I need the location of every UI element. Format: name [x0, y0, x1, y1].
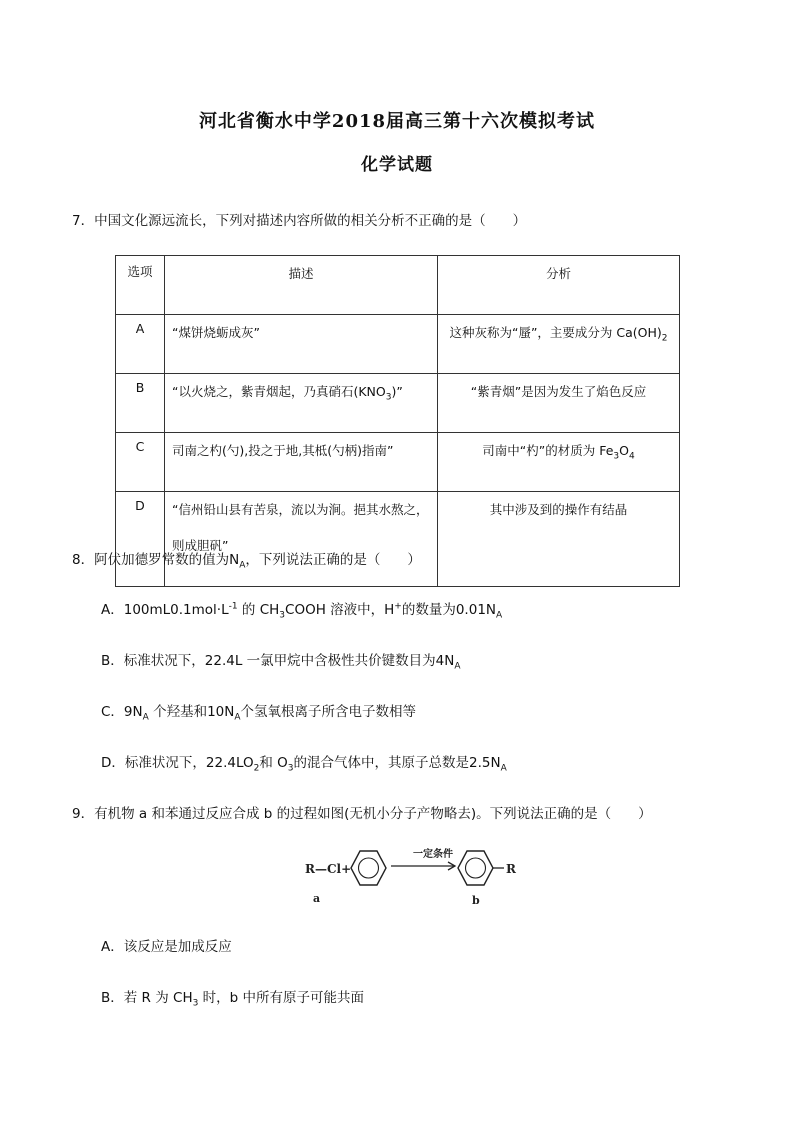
row-analysis: 其中涉及到的操作有结晶: [438, 492, 680, 587]
table-row: [116, 433, 680, 492]
row-description: “煤饼烧蛎成灰”: [165, 315, 438, 374]
table-row: [116, 315, 680, 374]
question-7-stem: 7．中国文化源远流长，下列对描述内容所做的相关分析不正确的是（ ）: [72, 213, 527, 229]
row-description: “以火烧之，紫青烟起，乃真硝石$(KNO_3)$”: [165, 374, 438, 433]
row-option: A: [116, 315, 165, 374]
row-analysis: 这种灰称为“蜃”，主要成分为 $Ca(OH)_2$: [438, 315, 680, 374]
scheme-product-substituent: R: [506, 862, 516, 876]
question-8-stem: 8．阿伏加德罗常数的值为$N_A$，下列说法正确的是（ ）: [72, 552, 421, 571]
question-7-table: [115, 255, 680, 587]
row-option: B: [116, 374, 165, 433]
question-9-option-a: A．该反应是加成反应: [101, 939, 232, 955]
row-option: C: [116, 433, 165, 492]
exam-subtitle: 化学试题: [361, 155, 433, 175]
header-option: 选项: [116, 256, 165, 315]
question-8-option-d: D．标准状况下，$22.4LO_2$和 $O_3$的混合气体中，其原子总数是$2.5N_A$: [101, 755, 507, 774]
question-9-option-b: B．若 R 为 $CH_3$ 时，b 中所有原子可能共面: [101, 990, 364, 1009]
reaction-arrow-icon: [391, 862, 455, 870]
header-analysis: 分析: [438, 256, 680, 315]
scheme-condition: 一定条件: [413, 849, 453, 860]
scheme-label-b: b: [472, 894, 480, 907]
header-description: 描述: [165, 256, 438, 315]
row-description: “信州铅山县有苦泉，流以为涧。挹其水熬之，则成胆矾”: [165, 492, 438, 587]
reaction-scheme-figure: [305, 842, 520, 908]
question-8-option-b: B．标准状况下，22.4L 一氯甲烷中含极性共价键数目为$4N_A$: [101, 653, 461, 672]
table-header-row: [116, 256, 680, 315]
question-9-stem: 9．有机物 a 和苯通过反应合成 b 的过程如图(无机小分子产物略去)。下列说法正确的是（ ）: [72, 806, 652, 822]
row-description: 司南之杓(勺),投之于地,其柢(勺柄)指南”: [165, 433, 438, 492]
row-option: D: [116, 492, 165, 587]
benzene-ring-product: [458, 851, 504, 885]
table-row: [116, 374, 680, 433]
table-row: [116, 492, 680, 587]
scheme-label-a: a: [313, 892, 321, 905]
benzene-ring-reactant: [351, 851, 386, 885]
scheme-reactant: R—Cl+: [305, 862, 352, 876]
row-analysis: 司南中“杓”的材质为 $Fe_3O_4$: [438, 433, 680, 492]
question-8-option-a: A．$100mL0.1mol\cdot L^{-1}$ 的 $CH_3COOH$ 溶液中，H+的数量为$0.01N_A$: [101, 601, 503, 621]
question-8-option-c: C．$9N_A$ 个羟基和$10N_A$个氢氧根离子所含电子数相等: [101, 704, 417, 723]
row-analysis: “紫青烟”是因为发生了焰色反应: [438, 374, 680, 433]
exam-title: 河北省衡水中学2018届高三第十六次模拟考试: [198, 111, 596, 132]
